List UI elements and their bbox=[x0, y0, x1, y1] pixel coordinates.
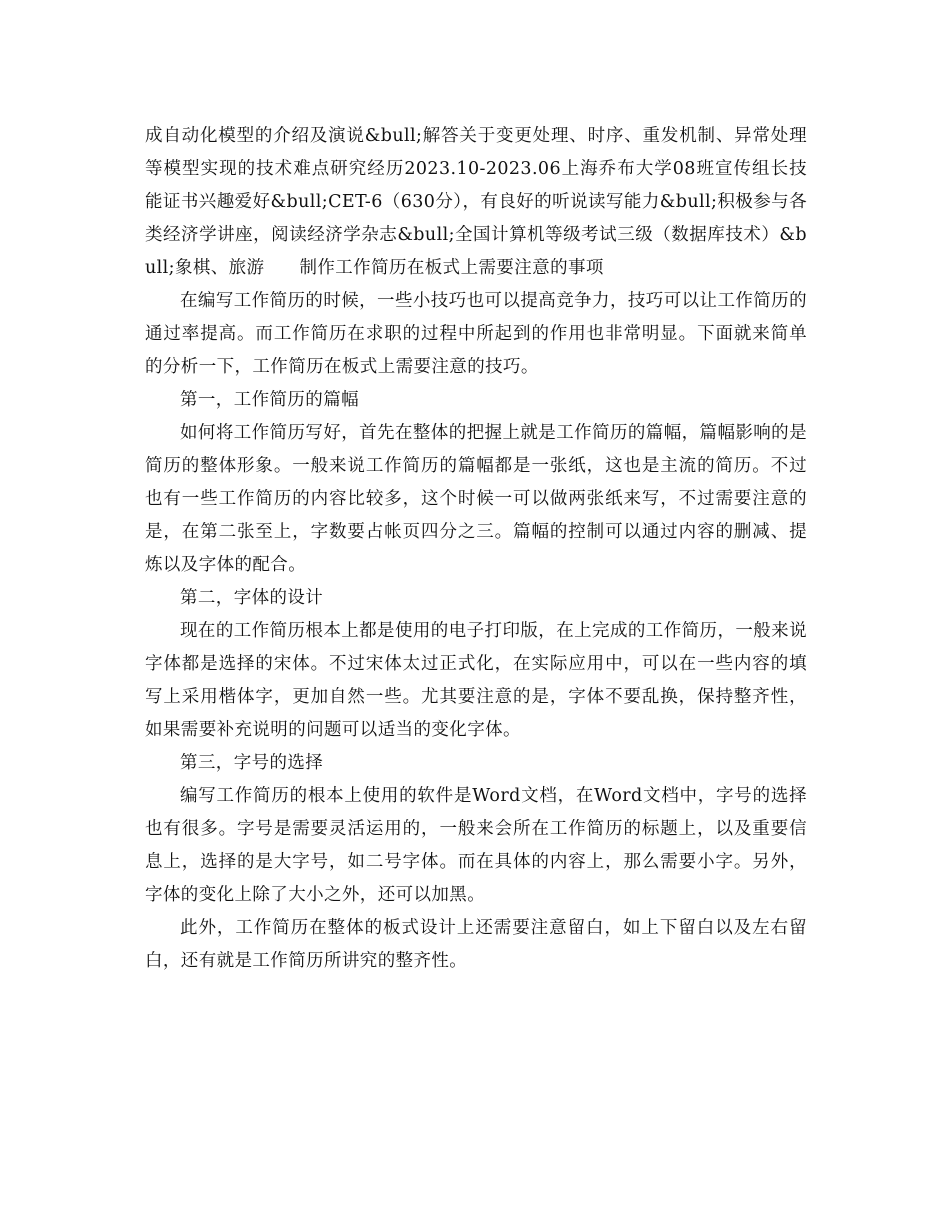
body-paragraph: 现在的工作简历根本上都是使用的电子打印版，在上完成的工作简历，一般来说字体都是选择的宋体。不过宋体太过正式化，在实际应用中，可以在一些内容的填写上采用楷体字，更加自然一些。尤其要注意的是，字体不要乱换，保持整齐性，如果需要补充说明的问题可以适当的变化字体。 bbox=[145, 621, 807, 740]
subheading-size: 第三，字号的选择 bbox=[180, 753, 324, 773]
body-paragraph: 在编写工作简历的时候，一些小技巧也可以提高竞争力，技巧可以让工作简历的通过率提高。而工作简历在求职的过程中所起到的作用也非常明显。下面就来简单的分析一下，工作简历在板式上需要注意的技巧。 bbox=[145, 291, 807, 377]
document-body bbox=[145, 120, 807, 978]
intro-text: 成自动化模型的介绍及演说&bull;解答关于变更处理、时序、重发机制、异常处理等模型实现的技术难点研究经历2023.10-2023.06上海乔布大学08班宣传组长技能证书兴趣爱好&bull;CET-6（630分），有良好的听说读写能力&bull;积极参与各类经济学讲座，阅读经济学杂志&bull;全国计算机等级考试三级（数据库技术）&bull;象棋、旅游 bbox=[145, 126, 807, 278]
section-title: 制作工作简历在板式上需要注意的事项 bbox=[299, 258, 604, 278]
intro-paragraph bbox=[145, 120, 807, 285]
subheading-font: 第二，字体的设计 bbox=[180, 588, 324, 608]
body-paragraph: 此外，工作简历在整体的板式设计上还需要注意留白，如上下留白以及左右留白，还有就是工作简历所讲究的整齐性。 bbox=[145, 918, 807, 971]
subheading-length: 第一，工作简历的篇幅 bbox=[180, 390, 359, 410]
body-paragraph: 如何将工作简历写好，首先在整体的把握上就是工作简历的篇幅，篇幅影响的是简历的整体形象。一般来说工作简历的篇幅都是一张纸，这也是主流的简历。不过也有一些工作简历的内容比较多，这个时候一可以做两张纸来写，不过需要注意的是，在第二张至上，字数要占帐页四分之三。篇幅的控制可以通过内容的删减、提炼以及字体的配合。 bbox=[145, 423, 807, 575]
body-paragraph: 编写工作简历的根本上使用的软件是Word文档，在Word文档中，字号的选择也有很多。字号是需要灵活运用的，一般来会所在工作简历的标题上，以及重要信息上，选择的是大字号，如二号字体。而在具体的内容上，那么需要小字。另外，字体的变化上除了大小之外，还可以加黑。 bbox=[145, 786, 807, 905]
